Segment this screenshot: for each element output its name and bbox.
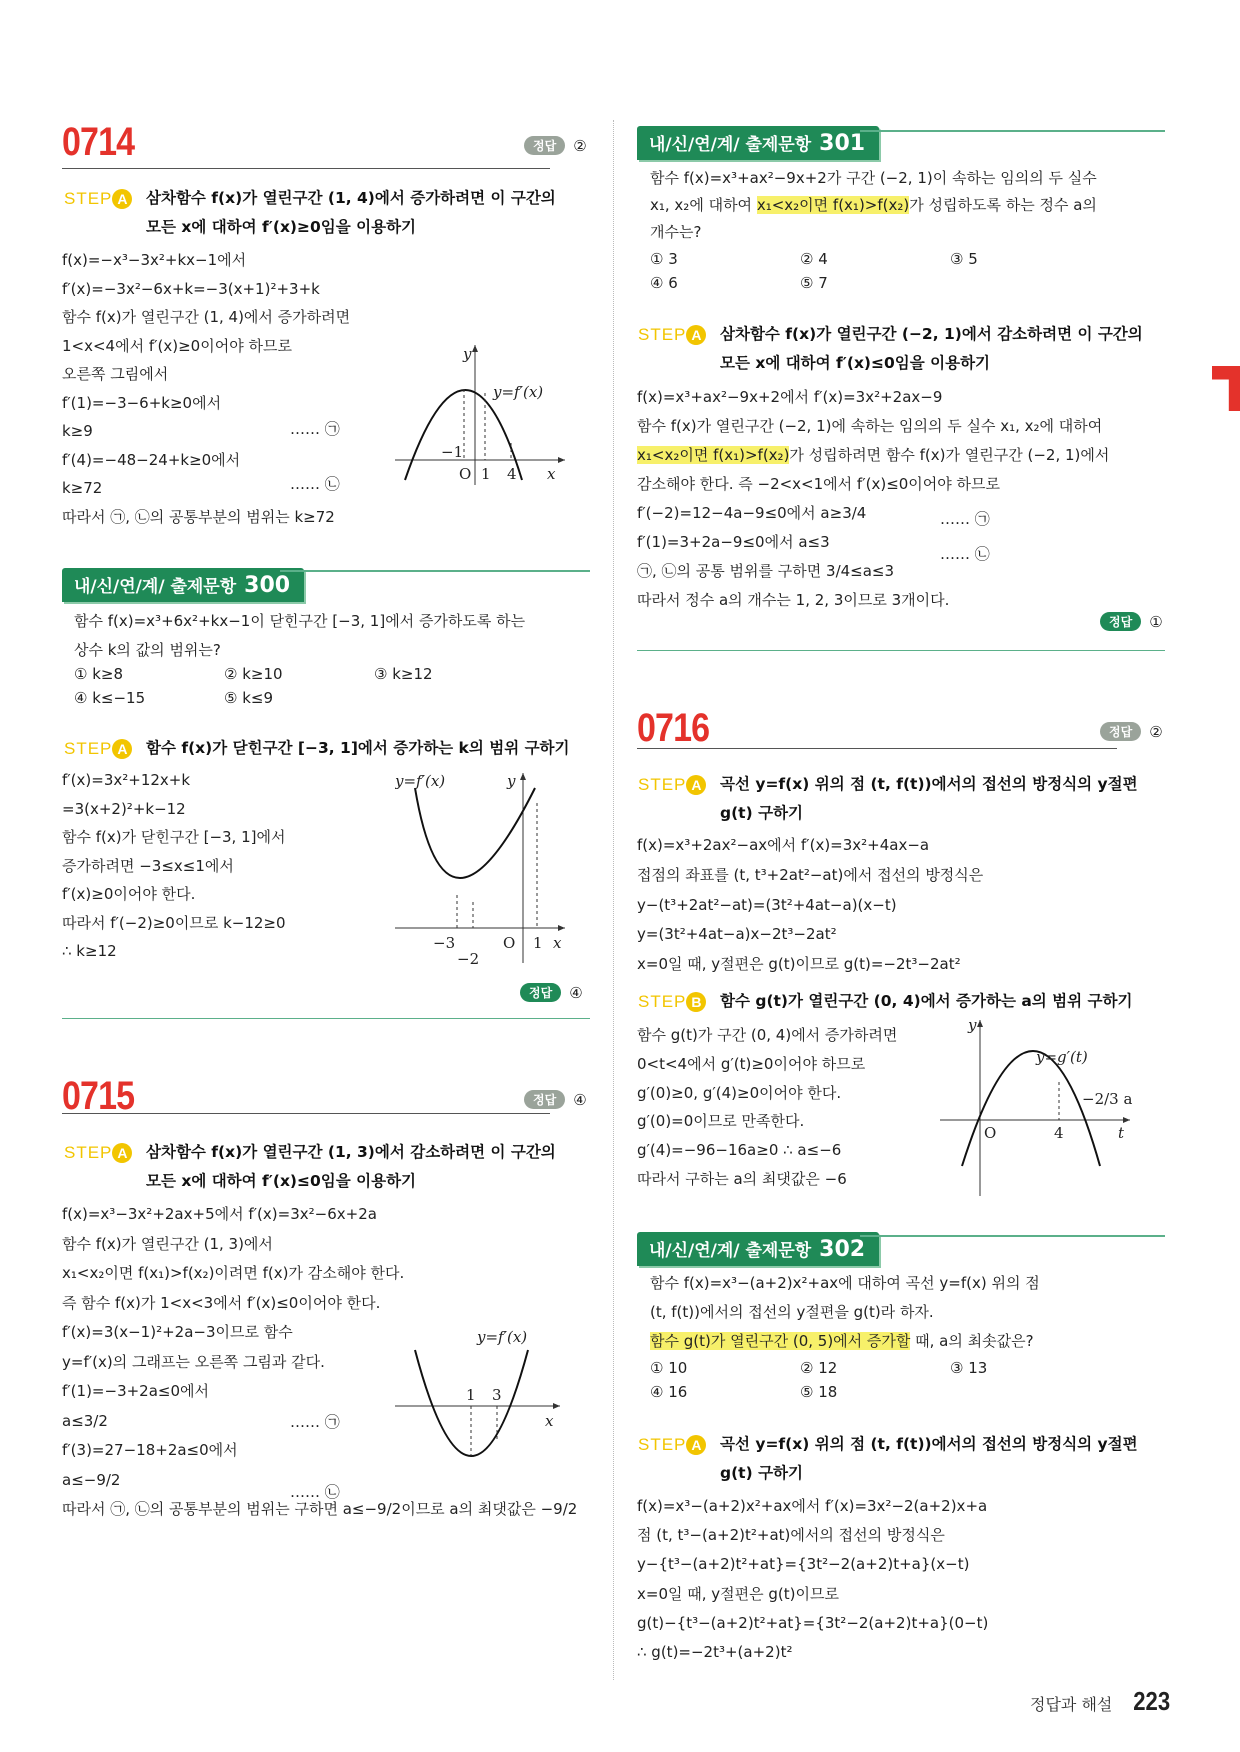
text-line [637, 1050, 897, 1079]
tick-label: 3 [492, 1386, 502, 1404]
answer-value: ④ [569, 983, 583, 1002]
tag-number: 300 [244, 573, 291, 598]
answer-option: ② k≥10 [224, 665, 283, 683]
text-line [637, 1580, 988, 1609]
text: ㉠, ㉡의 공통 범위를 구하면 3/4≤a≤3 [637, 562, 895, 580]
step-heading [64, 184, 556, 242]
origin-label: O [459, 465, 472, 483]
divider [860, 1235, 1165, 1237]
text: k≥72 [62, 479, 103, 497]
text: 증가하려면 −3≤x≤1에서 [62, 856, 234, 875]
step-label [638, 1430, 720, 1488]
solution-lines [637, 831, 983, 980]
x-label: t [1118, 1124, 1125, 1142]
text-line [637, 861, 983, 891]
text: g′(4)=−96−16a≥0 ∴ a≤−6 [637, 1141, 842, 1160]
step-heading [638, 1430, 1138, 1488]
y-label: y [507, 772, 516, 790]
text-line [62, 795, 286, 824]
text: f(x)=x³+ax²−9x+2에서 f′(x)=3x²+2ax−9 [637, 388, 943, 406]
text: f′(1)=−3+2a≤0에서 [62, 1382, 210, 1400]
step-label [638, 320, 720, 378]
text: 함수 f(x)=x³−(a+2)x²+ax에 대하여 곡선 y=f(x) 위의 점 [650, 1274, 1040, 1292]
text: g(t)−{t³−(a+2)t²+at}={3t²−2(a+2)t+a}(0−t) [637, 1613, 989, 1632]
x-label: x [547, 465, 556, 483]
text-line [62, 332, 350, 361]
text-line [74, 607, 525, 636]
curve-label: y=f′(x) [395, 772, 446, 790]
marker: …… ㉡ [290, 1483, 340, 1501]
text: 함수 f(x)가 열린구간 (1, 3)에서 [62, 1234, 273, 1253]
tag-label: 내/신/연/계/ 출제문항 [74, 577, 237, 597]
text: f(x)=x³−(a+2)x²+ax에서 f′(x)=3x²−2(a+2)x+a [637, 1497, 988, 1515]
text-line [637, 412, 1109, 441]
text: 함수 f(x)가 닫힌구간 [−3, 1]에서 [62, 828, 286, 846]
step-word: STEP [64, 739, 113, 758]
text: 개수는? [650, 223, 702, 241]
step-heading [638, 987, 1132, 1016]
graph-derivative-0715 [395, 1322, 570, 1472]
x-label: x [545, 1412, 554, 1430]
answer-options [650, 247, 1100, 295]
text-line [62, 1289, 577, 1319]
marker: …… ㉠ [290, 1413, 340, 1431]
answer-option: ③ 5 [950, 250, 978, 268]
marker: …… ㉡ [940, 545, 990, 563]
step-title [146, 184, 556, 242]
step-circle-icon: A [112, 739, 132, 759]
curve-label: y=f′(x) [493, 383, 544, 401]
answer-option: ④ 16 [650, 1383, 688, 1401]
text-line [74, 636, 525, 665]
step-heading [64, 1138, 556, 1196]
problem-number: 0716 [637, 706, 710, 750]
step-circle-icon: A [112, 1143, 132, 1163]
text-line [637, 383, 1109, 412]
text-line [637, 1638, 988, 1667]
text: f(x)=x³−3x²+2ax+5에서 f′(x)=3x²−6x+2a [62, 1205, 377, 1223]
text: f′(−2)=12−4a−9≤0에서 a≥3/4 [637, 504, 867, 522]
text: f(x)=−x³−3x²+kx−1에서 [62, 251, 247, 269]
graph-derivative-0714 [395, 345, 570, 495]
answer-option: ① k≥8 [74, 665, 124, 683]
text-line [637, 891, 983, 921]
tag-number: 302 [819, 1237, 866, 1262]
column-divider [613, 120, 614, 1680]
text-line [637, 1609, 988, 1638]
text: f′(1)=3+2a−9≤0에서 a≤3 [637, 533, 830, 551]
tick-label: 4 [507, 465, 517, 483]
text: 따라서 구하는 a의 최댓값은 −6 [637, 1169, 847, 1188]
step-title-line: 곡선 y=f(x) 위의 점 (t, f(t))에서의 접선의 방정식의 y절편 [720, 775, 1138, 793]
text: 상수 k의 값의 범위는? [74, 640, 221, 659]
step-word: STEP [638, 775, 687, 794]
text: =3(x+2)²+k−12 [62, 799, 186, 818]
text-line [637, 470, 1109, 499]
text-line [637, 1165, 897, 1194]
page-number: 223 [1133, 1686, 1171, 1716]
step-title [146, 734, 570, 763]
text-line [62, 360, 350, 389]
text-line [637, 1521, 988, 1550]
tick-label: 1 [533, 934, 543, 952]
text: 오른쪽 그림에서 [62, 365, 169, 383]
text-line [637, 586, 1109, 615]
text-line [637, 920, 983, 950]
text-line [637, 441, 1109, 470]
text: 점 (t, t³−(a+2)t²+at)에서의 접선의 방정식은 [637, 1526, 945, 1545]
text: 1<x<4에서 f′(x)≥0이어야 하므로 [62, 336, 292, 355]
tick-label: 1 [466, 1386, 476, 1404]
text: 함수 f(x)가 열린구간 (−2, 1)에 속하는 임의의 두 실수 x₁, x₂에 대하여 [637, 417, 1103, 435]
answer-option: ⑤ 7 [800, 274, 828, 292]
solution-lines [637, 1021, 897, 1194]
text: 따라서 정수 a의 개수는 1, 2, 3이므로 3개이다. [637, 591, 950, 609]
answer-label: 정답 [524, 136, 565, 155]
answer-option: ④ k≤−15 [74, 689, 146, 707]
divider [62, 168, 550, 169]
text-line [637, 528, 1109, 557]
text: f′(4)=−48−24+k≥0에서 [62, 450, 241, 469]
tick-label: 1 [481, 465, 491, 483]
text-line [62, 446, 350, 475]
tick-label: 4 [1054, 1124, 1064, 1142]
divider [280, 570, 590, 572]
answer-options [74, 662, 524, 710]
text: y−{t³−(a+2)t²+at}={3t²−2(a+2)t+a}(x−t) [637, 1555, 970, 1574]
text: f′(3)=27−18+2a≤0에서 [62, 1441, 238, 1459]
step-heading [638, 770, 1138, 828]
step-label [638, 987, 720, 1016]
graph-derivative-300 [395, 768, 570, 968]
answer-option: ① 10 [650, 1359, 688, 1377]
step-circle-icon: A [686, 1435, 706, 1455]
answer-badge [1100, 722, 1163, 741]
step-word: STEP [638, 325, 687, 344]
y-label: y [968, 1018, 977, 1034]
answer-option: ③ 13 [950, 1359, 988, 1377]
answer-badge [524, 136, 587, 155]
text-line [650, 1327, 1040, 1356]
text: 함수 f(x)=x³+ax²−9x+2가 구간 (−2, 1)이 속하는 임의의 두 실수 [650, 169, 1097, 187]
text: x=0일 때, y절편은 g(t)이므로 [637, 1584, 839, 1603]
answer-option: ④ 6 [650, 274, 678, 292]
step-word: STEP [64, 1143, 113, 1162]
text: y−(t³+2at²−at)=(3t²+4at−a)(x−t) [637, 895, 897, 914]
step-circle-icon: A [686, 325, 706, 345]
text: 감소해야 한다. 즉 −2<x<1에서 f′(x)≤0이어야 하므로 [637, 475, 1001, 493]
text-line [650, 192, 1097, 219]
text: 따라서 f′(−2)≥0이므로 k−12≥0 [62, 913, 286, 932]
answer-option: ③ k≥12 [374, 665, 433, 683]
answer-value: ④ [573, 1090, 587, 1109]
answer-option: ② 4 [800, 250, 828, 268]
text: x=0일 때, y절편은 g(t)이므로 g(t)=−2t³−2at² [637, 955, 961, 974]
step-title-line: 함수 f(x)가 닫힌구간 [−3, 1]에서 증가하는 k의 범위 구하기 [146, 739, 570, 757]
curve [415, 788, 535, 878]
text-line [637, 1021, 897, 1050]
step-title [720, 770, 1138, 828]
answer-option: ② 12 [800, 1359, 838, 1377]
divider [860, 130, 1165, 132]
text: f′(x)=3x²+12x+k [62, 771, 191, 789]
text-line [62, 1259, 577, 1289]
step-heading [638, 320, 1143, 378]
text: a≤3/2 [62, 1411, 108, 1430]
text: 따라서 ㉠, ㉡의 공통부분의 범위는 k≥72 [62, 507, 335, 526]
tick-label: −1 [441, 443, 464, 461]
text: 때, a의 최솟값은? [910, 1332, 1034, 1350]
text: f′(x)≥0이어야 한다. [62, 885, 196, 903]
graph-g-prime [940, 1018, 1140, 1198]
marker: …… ㉠ [940, 510, 990, 528]
text: g′(0)=0이므로 만족한다. [637, 1112, 805, 1131]
step-title [720, 320, 1143, 378]
text-line [62, 1230, 577, 1260]
step-label [64, 734, 146, 763]
step-title-line: 곡선 y=f(x) 위의 점 (t, f(t))에서의 접선의 방정식의 y절편 [720, 1435, 1138, 1453]
tag-label: 내/신/연/계/ 출제문항 [649, 1241, 812, 1261]
text: ∴ g(t)=−2t³+(a+2)t² [637, 1643, 793, 1662]
y-label: y [463, 345, 472, 363]
text-line [62, 503, 350, 532]
text-line [62, 246, 350, 275]
question-lines [650, 1269, 1040, 1356]
text-line [637, 1107, 897, 1136]
question-lines [650, 165, 1097, 246]
divider [62, 1018, 590, 1019]
answer-badge [1100, 612, 1163, 631]
solution-lines [637, 1492, 988, 1667]
divider [637, 650, 1165, 651]
text-line [62, 880, 286, 909]
text-line [650, 165, 1097, 192]
text-line [62, 766, 286, 795]
text-line [62, 303, 350, 332]
text-line [62, 937, 286, 966]
text: 함수 g(t)가 구간 (0, 4)에서 증가하려면 [637, 1026, 898, 1044]
step-title-line: g(t) 구하기 [720, 804, 803, 822]
text: f′(1)=−3−6+k≥0에서 [62, 393, 222, 412]
text-line [650, 1269, 1040, 1298]
step-title-line: 삼차함수 f(x)가 열린구간 (−2, 1)에서 감소하려면 이 구간의 [720, 325, 1143, 343]
step-title-line: 모든 x에 대하여 f′(x)≥0임을 이용하기 [146, 218, 417, 236]
text-line [650, 1298, 1040, 1327]
answer-value: ② [1149, 722, 1163, 741]
text: y=(3t²+4at−a)x−2t³−2at² [637, 925, 837, 944]
divider [637, 748, 1117, 749]
text-line [62, 389, 350, 418]
step-circle-icon: B [686, 992, 706, 1012]
problem-number: 0714 [62, 120, 135, 164]
text-line [62, 1200, 577, 1230]
naesin-tag-302 [637, 1232, 879, 1266]
step-label [64, 1138, 146, 1196]
answer-label: 정답 [520, 983, 561, 1002]
answer-value: ① [1149, 612, 1163, 631]
step-title-line: 삼차함수 f(x)가 열린구간 (1, 4)에서 증가하려면 이 구간의 [146, 189, 556, 207]
text: k≥9 [62, 422, 93, 440]
step-label [638, 770, 720, 828]
text: 함수 f(x)가 열린구간 (1, 4)에서 증가하려면 [62, 308, 351, 326]
text-line [637, 1492, 988, 1521]
text-line [62, 852, 286, 881]
tag-number: 301 [819, 131, 866, 156]
page-footer [1030, 1686, 1174, 1717]
answer-option: ⑤ 18 [800, 1383, 838, 1401]
answer-label: 정답 [1100, 612, 1141, 631]
text: f′(x)=−3x²−6x+k=−3(x+1)²+3+k [62, 279, 320, 298]
divider [62, 1113, 550, 1114]
step-title-line: g(t) 구하기 [720, 1464, 803, 1482]
naesin-tag-301 [637, 126, 879, 160]
text-line [62, 275, 350, 304]
text: y=f′(x)의 그래프는 오른쪽 그림과 같다. [62, 1352, 325, 1371]
problem-number: 0715 [62, 1074, 135, 1118]
text: 가 성립하도록 하는 정수 a의 [909, 196, 1097, 214]
answer-value: ② [573, 136, 587, 155]
text: 0<t<4에서 g′(t)≥0이어야 하므로 [637, 1054, 866, 1073]
text-line [637, 950, 983, 980]
text-line [62, 909, 286, 938]
text-line [637, 1079, 897, 1108]
answer-badge [520, 983, 583, 1002]
text-line [637, 1550, 988, 1579]
answer-label: 정답 [1100, 722, 1141, 741]
highlighted-text: 함수 g(t)가 열린구간 (0, 5)에서 증가할 [650, 1332, 911, 1350]
x-label: x [553, 934, 562, 952]
text: (t, f(t))에서의 접선의 y절편을 g(t)라 하자. [650, 1303, 934, 1321]
highlighted-text: x₁<x₂이면 f(x₁)>f(x₂) [756, 196, 910, 214]
step-word: STEP [638, 1435, 687, 1454]
text-line [62, 823, 286, 852]
text: x₁, x₂에 대하여 [650, 196, 757, 214]
answer-option: ① 3 [650, 250, 678, 268]
text: a≤−9/2 [62, 1470, 121, 1489]
text-line [650, 219, 1097, 246]
text-line [637, 831, 983, 861]
curve-label: y=g′(t) [1036, 1048, 1088, 1066]
step-word: STEP [638, 992, 687, 1011]
curve-label: y=f′(x) [477, 1328, 528, 1346]
step-circle-icon: A [112, 189, 132, 209]
answer-option: ⑤ k≤9 [224, 689, 274, 707]
answer-label: 정답 [524, 1090, 565, 1109]
text-line [637, 499, 1109, 528]
tag-label: 내/신/연/계/ 출제문항 [649, 135, 812, 155]
text: g′(0)≥0, g′(4)≥0이어야 한다. [637, 1083, 842, 1102]
solution-lines [62, 766, 286, 966]
answer-options [650, 1356, 1100, 1404]
step-title-line: 모든 x에 대하여 f′(x)≤0임을 이용하기 [720, 354, 991, 372]
marker: …… ㉡ [290, 475, 340, 493]
naesin-tag-300 [62, 568, 304, 602]
step-title [720, 987, 1132, 1016]
step-label [64, 184, 146, 242]
footer-label: 정답과 해설 [1030, 1695, 1113, 1714]
origin-label: O [503, 934, 516, 952]
text: 따라서 ㉠, ㉡의 공통부분의 범위는 구하면 a≤−9/2이므로 a의 최댓값은 −9/2 [62, 1500, 578, 1518]
step-title-line: 삼차함수 f(x)가 열린구간 (1, 3)에서 감소하려면 이 구간의 [146, 1143, 556, 1161]
answer-badge [524, 1090, 587, 1109]
question-lines [74, 607, 525, 664]
solution-lines [637, 383, 1109, 615]
text: 함수 f(x)=x³+6x²+kx−1이 닫힌구간 [−3, 1]에서 증가하도록 하는 [74, 612, 526, 630]
tick-label: −2/3 a [1082, 1090, 1133, 1108]
tick-label: −3 [433, 934, 456, 952]
step-title [146, 1138, 556, 1196]
curve [962, 1051, 1100, 1166]
step-title [720, 1430, 1138, 1488]
chapter-tab-marker [1212, 366, 1240, 411]
text-line [637, 557, 1109, 586]
text: f(x)=x³+2ax²−ax에서 f′(x)=3x²+4ax−a [637, 836, 930, 854]
step-word: STEP [64, 189, 113, 208]
step-title-line: 모든 x에 대하여 f′(x)≤0임을 이용하기 [146, 1172, 417, 1190]
text-line [637, 1136, 897, 1165]
text: f′(x)=3(x−1)²+2a−3이므로 함수 [62, 1323, 293, 1341]
text: 가 성립하려면 함수 f(x)가 열린구간 (−2, 1)에서 [789, 446, 1110, 464]
tick-label: −2 [457, 950, 480, 968]
text: ∴ k≥12 [62, 942, 117, 960]
text: 즉 함수 f(x)가 1<x<3에서 f′(x)≤0이어야 한다. [62, 1293, 381, 1312]
step-title-line: 함수 g(t)가 열린구간 (0, 4)에서 증가하는 a의 범위 구하기 [720, 992, 1133, 1010]
marker: …… ㉠ [290, 420, 340, 438]
text: 접점의 좌표를 (t, t³+2at²−at)에서 접선의 방정식은 [637, 865, 984, 884]
step-heading [64, 734, 570, 763]
highlighted-text: x₁<x₂이면 f(x₁)>f(x₂) [637, 446, 790, 464]
step-circle-icon: A [686, 775, 706, 795]
origin-label: O [984, 1124, 997, 1142]
text: x₁<x₂이면 f(x₁)>f(x₂)이려면 f(x)가 감소해야 한다. [62, 1264, 405, 1282]
